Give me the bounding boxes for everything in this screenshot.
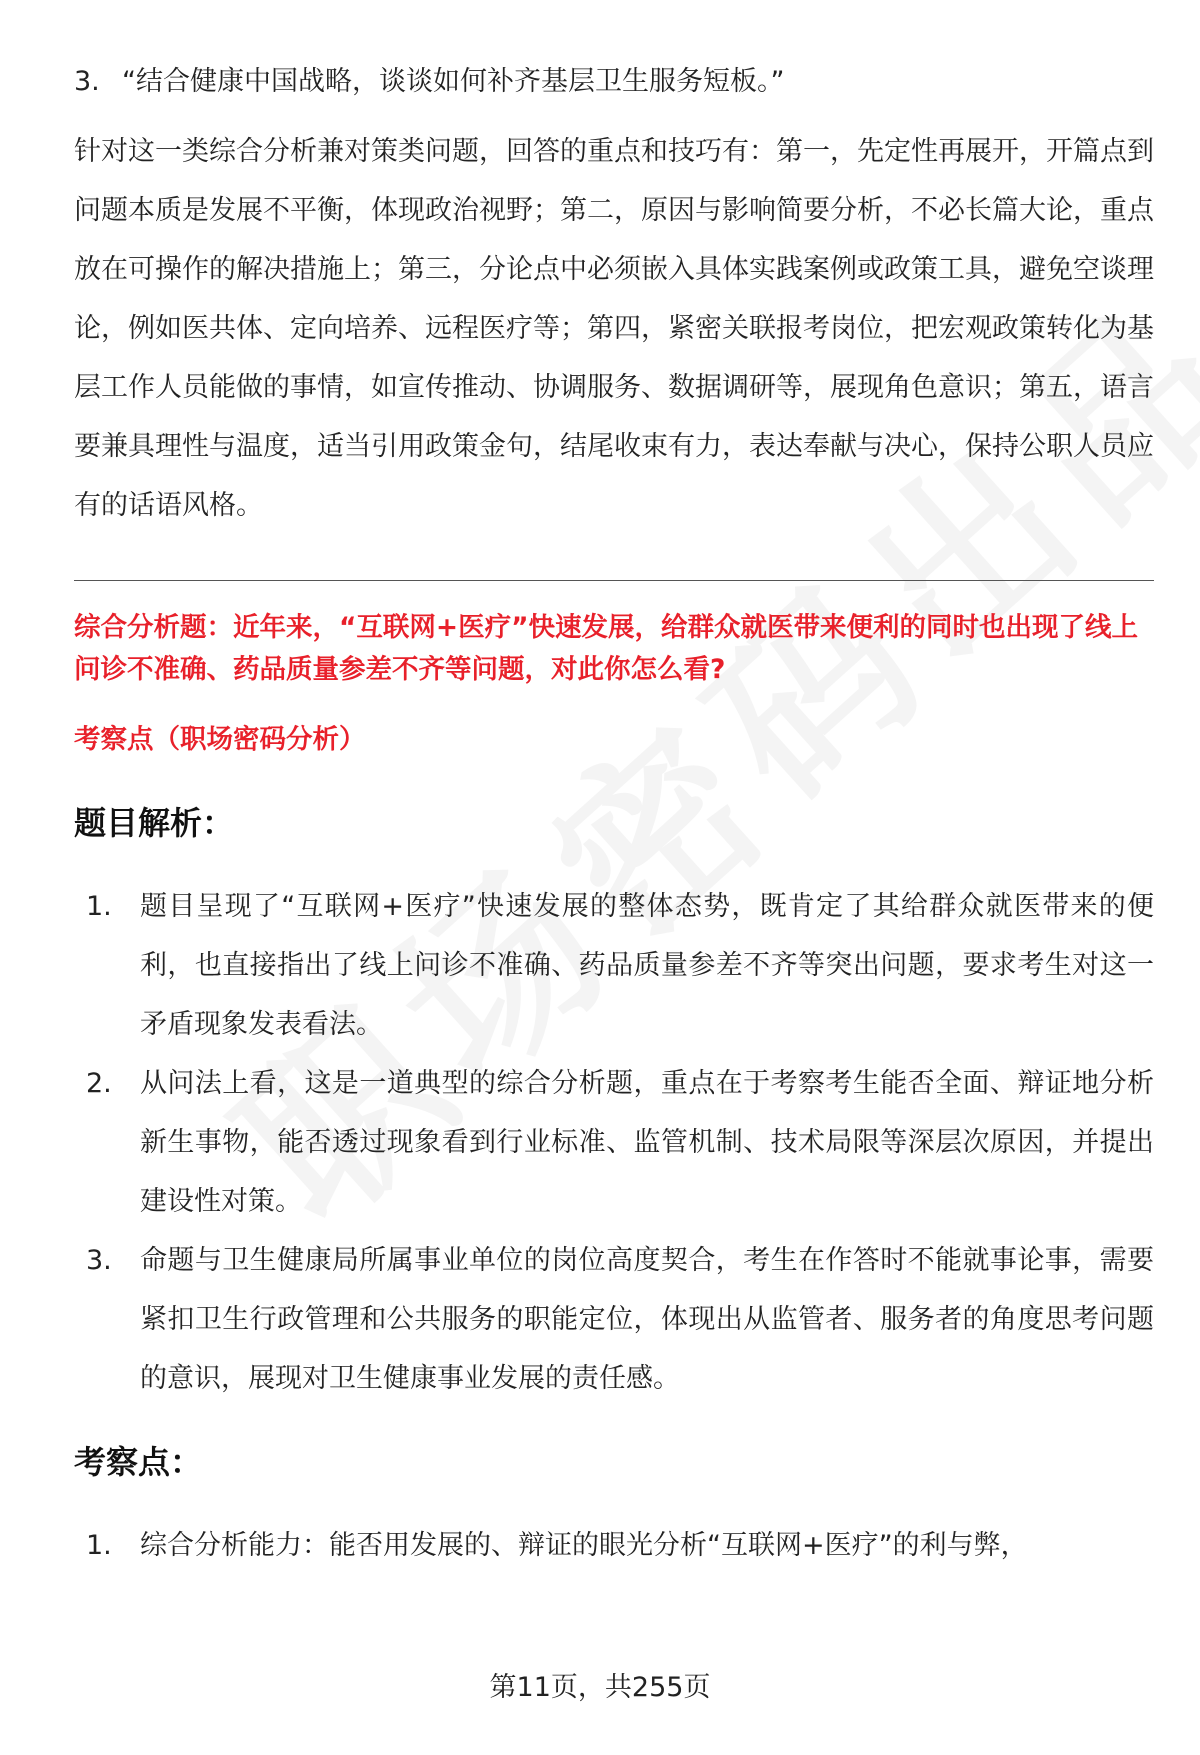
list-item-text: 从问法上看，这是一道典型的综合分析题，重点在于考察考生能否全面、辩证地分析新生事物，能否透过现象看到行业标准、监管机制、技术局限等深层次原因，并提出建设性对策。 bbox=[140, 1068, 1154, 1217]
points-list bbox=[74, 1516, 1154, 1575]
top-item-number: 3. bbox=[74, 66, 100, 97]
page-footer: 第11页，共255页 bbox=[489, 1672, 711, 1703]
question-heading: 综合分析题：近年来，“互联网+医疗”快速发展，给群众就医带来便利的同时也出现了线上问诊不准确、药品质量参差不齐等问题，对此你怎么看? bbox=[74, 612, 1139, 685]
list-item bbox=[74, 1231, 1154, 1408]
list-item-number: 2. bbox=[86, 1068, 112, 1099]
page-content bbox=[74, 52, 1154, 1575]
kaochadian-subheading: 考察点（职场密码分析） bbox=[74, 724, 366, 755]
list-item-text: 命题与卫生健康局所属事业单位的岗位高度契合，考生在作答时不能就事论事，需要紧扣卫生行政管理和公共服务的职能定位，体现出从监管者、服务者的角度思考问题的意识，展现对卫生健康事业发展的责任感。 bbox=[140, 1245, 1154, 1394]
list-item-text: 题目呈现了“互联网+医疗”快速发展的整体态势，既肯定了其给群众就医带来的便利，也直接指出了线上问诊不准确、药品质量参差不齐等突出问题，要求考生对这一矛盾现象发表看法。 bbox=[140, 891, 1154, 1040]
analysis-title: 题目解析： bbox=[74, 804, 235, 842]
intro-paragraph: 针对这一类综合分析兼对策类问题，回答的重点和技巧有：第一，先定性再展开，开篇点到问题本质是发展不平衡，体现政治视野；第二，原因与影响简要分析，不必长篇大论，重点放在可操作的解决措施上；第三，分论点中必须嵌入具体实践案例或政策工具，避免空谈理论，例如医共体、定向培养、远程医疗等；第四，紧密关联报考岗位，把宏观政策转化为基层工作人员能做的事情，如宣传推动、协调服务、数据调研等，展现角色意识；第五，语言要兼具理性与温度，适当引用政策金句，结尾收束有力，表达奉献与决心，保持公职人员应有的话语风格。 bbox=[74, 136, 1154, 521]
analysis-list bbox=[74, 877, 1154, 1408]
top-item-text: “结合健康中国战略，谈谈如何补齐基层卫生服务短板。” bbox=[122, 66, 785, 97]
list-item-number: 3. bbox=[86, 1245, 112, 1276]
list-item bbox=[74, 877, 1154, 1054]
divider bbox=[74, 580, 1154, 581]
list-item bbox=[74, 1516, 1154, 1575]
list-item-number: 1. bbox=[86, 891, 112, 922]
top-list-item bbox=[74, 52, 1154, 112]
points-title: 考察点： bbox=[74, 1443, 203, 1481]
list-item bbox=[74, 1054, 1154, 1231]
list-item-number: 1. bbox=[86, 1530, 112, 1561]
list-item-text: 综合分析能力：能否用发展的、辩证的眼光分析“互联网+医疗”的利与弊， bbox=[140, 1530, 1028, 1561]
